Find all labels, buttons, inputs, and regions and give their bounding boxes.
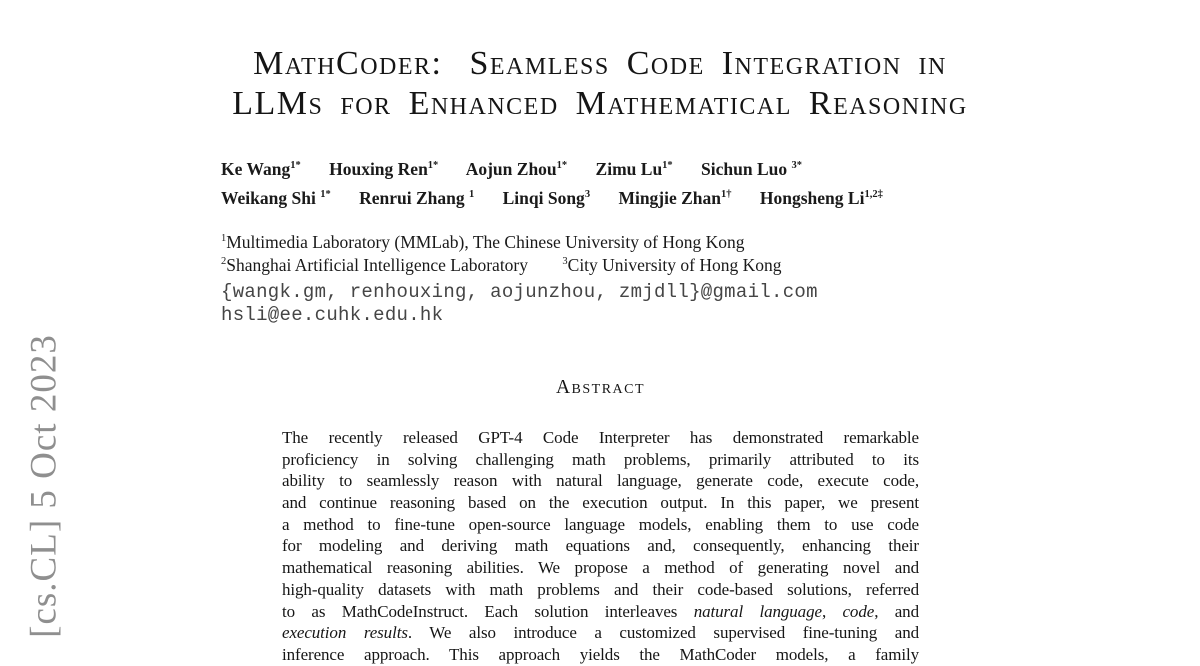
abstract-line: for modeling and deriving math equations and, consequently, enhancing their bbox=[282, 536, 919, 556]
author-linqi-song: Linqi Song$^3$ bbox=[502, 187, 591, 208]
author-weikang-shi: Weikang Shi $^{1*}$ bbox=[221, 187, 331, 208]
author-affiliation-marker: 1* bbox=[556, 160, 568, 172]
abstract-line: ability to seamlessly reason with natural language, generate code, execute code, bbox=[282, 471, 919, 491]
author-line-1 bbox=[221, 155, 981, 184]
abstract-line: to as MathCodeInstruct. Each solution interleaves natural language, code, and bbox=[282, 601, 919, 621]
title-line-1: MathCoder: Seamless Code Integration in bbox=[253, 45, 947, 82]
abstract-line: The recently released GPT-4 Code Interpreter has demonstrated remarkable bbox=[282, 428, 919, 447]
author-affiliation-marker: 1* bbox=[290, 160, 301, 172]
paper-title bbox=[0, 44, 1200, 124]
author-hongsheng-li: Hongsheng $Li^{1,2\ddagger}$ bbox=[759, 187, 883, 208]
abstract-line: a method to fine-tune open-source language models, enabling them to use code bbox=[282, 514, 919, 534]
author-sichun-luo: Sichun Luo $^{3*}$ bbox=[701, 159, 803, 179]
author-affiliation-marker: 1* bbox=[320, 188, 331, 200]
author-affiliation-marker: 1† bbox=[721, 188, 732, 200]
author-renrui-zhang: Renrui Zhang $^1$ bbox=[359, 187, 475, 208]
author-mingjie-zhan: Mingjie Zhan$^{1\dagger}$ bbox=[618, 187, 732, 208]
email-line-1: {wangk.gm, renhouxing, aojunzhou, zmjdll}@gmail.com bbox=[221, 281, 818, 303]
author-affiliation-marker: 1* bbox=[662, 160, 673, 172]
affiliation-line-1 bbox=[221, 231, 1001, 254]
author-affiliation-marker: 1* bbox=[427, 160, 439, 172]
affiliation-mmlab: $^1$Multimedia Laboratory (MMLab), The Chinese University of Hong Kong bbox=[221, 232, 745, 252]
abstract-line: inference approach. This approach yields the MathCoder models, a family bbox=[282, 644, 919, 664]
author-affiliation-marker: 1,2‡ bbox=[864, 188, 883, 200]
abstract-line: and continue reasoning based on the execution output. In this paper, we present bbox=[282, 493, 919, 513]
affiliation-line-2 bbox=[221, 254, 1001, 277]
title-line-2: LLMs for Enhanced Mathematical Reasoning bbox=[232, 85, 968, 122]
affiliation-city-university: $^3$City University of Hong Kong bbox=[562, 255, 782, 275]
author-aojun-zhou: Aojun Zhou$^{1*}$ bbox=[465, 159, 568, 179]
email-line-2: hsli@ee.cuhk.edu.hk bbox=[221, 303, 444, 326]
affiliation-block bbox=[221, 231, 1001, 326]
author-line-2 bbox=[221, 184, 981, 213]
abstract-text bbox=[282, 427, 919, 666]
abstract-line: mathematical reasoning abilities. We propose a method of generating novel and bbox=[282, 558, 919, 578]
abstract-line: proficiency in solving challenging math problems, primarily attributed to its bbox=[282, 449, 919, 469]
abstract-line: execution results. We also introduce a customized supervised fine-tuning and bbox=[282, 623, 919, 643]
author-affiliation-marker: 3 bbox=[584, 188, 591, 200]
affiliation-shanghai-ai-lab: $^2$Shanghai Artificial Intelligence Laboratory bbox=[221, 255, 529, 275]
author-houxing-ren: Houxing Ren$^{1*}$ bbox=[329, 159, 439, 179]
author-affiliation-marker: 1 bbox=[468, 188, 475, 200]
author-ke-wang: Ke Wang$^{1*}$ bbox=[221, 159, 301, 179]
arxiv-watermark: [cs.CL] 5 Oct 2023 bbox=[23, 334, 65, 638]
abstract-heading: Abstract bbox=[555, 377, 646, 398]
author-zimu-lu: Zimu $Lu^{1*}$ bbox=[595, 159, 673, 179]
author-affiliation-marker: 3* bbox=[791, 160, 803, 172]
author-block bbox=[221, 155, 981, 212]
abstract-line: high-quality datasets with math problems and their code-based solutions, referred bbox=[282, 579, 919, 599]
